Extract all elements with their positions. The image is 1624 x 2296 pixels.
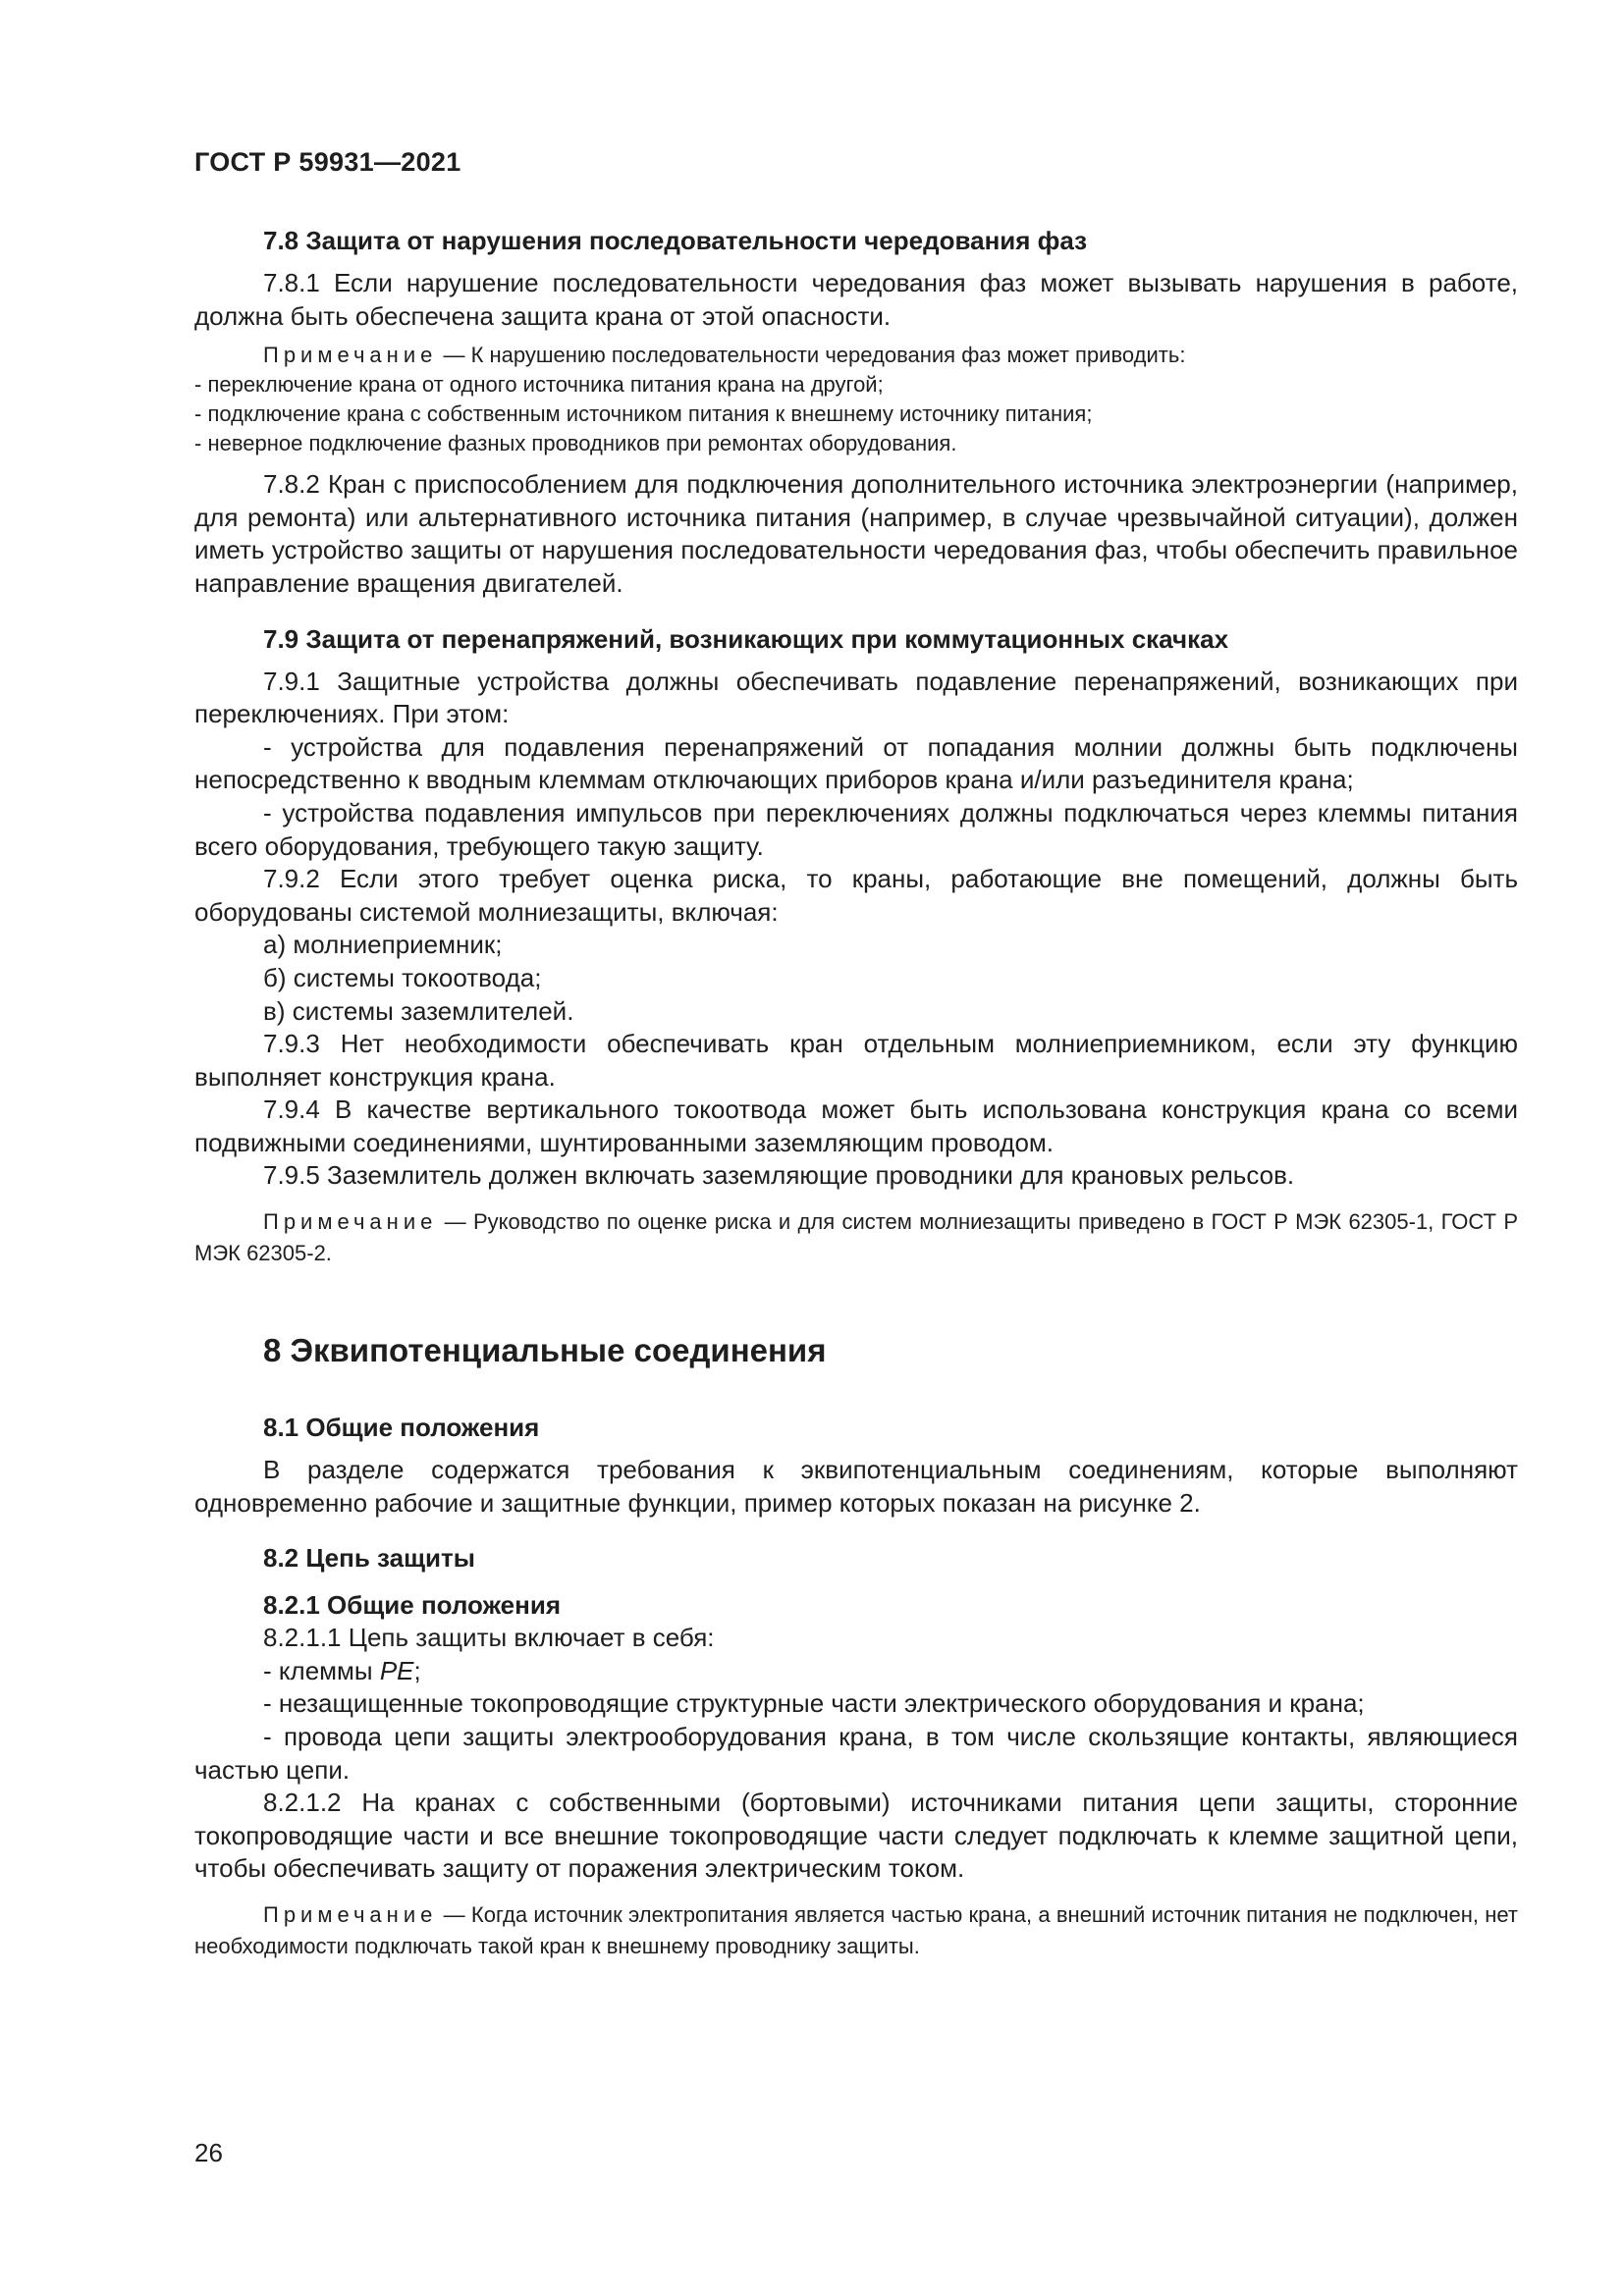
list-item: - устройства подавления импульсов при переключениях должны подключаться через клеммы питания всего оборудования, требующего такую защиту. — [194, 797, 1518, 861]
section-7-8-heading: 7.8 Защита от нарушения последовательности чередования фаз — [263, 226, 1088, 255]
document-header: ГОСТ Р 59931—2021 — [194, 147, 461, 177]
list-item: а) молниеприемник; — [263, 930, 503, 960]
note-item: - переключение крана от одного источника питания крана на другой; — [194, 372, 884, 398]
note-label: Примечание — [263, 1902, 438, 1927]
section-8-2-1-heading: 8.2.1 Общие положения — [263, 1590, 561, 1621]
note-label: Примечание — [263, 343, 438, 368]
note-intro-line — [194, 341, 1518, 370]
list-item-prefix: - клеммы — [263, 1655, 380, 1685]
section-7-9-heading: 7.9 Защита от перенапряжений, возникающих при коммутационных скачках — [263, 623, 1229, 654]
paragraph-7-9-5: 7.9.5 Заземлитель должен включать заземляющие проводники для крановых рельсов. — [263, 1160, 1295, 1191]
page-number: 26 — [194, 2138, 223, 2167]
paragraph-7-8-1: 7.8.1 Если нарушение последовательности чередования фаз может вызывать нарушения в работе, должна быть обеспечена защита крана от этой опасности. — [194, 268, 1518, 331]
paragraph-7-9-4: 7.9.4 В качестве вертикального токоотвода может быть использована конструкция крана со всеми подвижными соединениями, шунтированными заземляющим проводом. — [194, 1095, 1518, 1157]
note-7-8 — [194, 341, 1518, 458]
section-8-heading: 8 Эквипотенциальные соединения — [263, 1332, 827, 1369]
note-text: — Руководство по оценке риска и для систем молниезащиты приведено в ГОСТ Р МЭК 62305-1, ГОСТ Р МЭК 62305-2. — [194, 1209, 1518, 1266]
paragraph-7-8-2: 7.8.2 Кран с приспособлением для подключения дополнительного источника электроэнергии (например, для ремонта) или альтернативного источника питания (например, в случае чрезвычайной ситуации), должен иметь устройство защиты от нарушения последовательности чередования фаз, чтобы обеспечить правильное направление вращения двигателей. — [194, 469, 1518, 598]
list-item: - провода цепи защиты электрооборудования крана, в том числе скользящие контакты, являющиеся частью цепи. — [194, 1722, 1518, 1785]
list-item-suffix: ; — [413, 1655, 421, 1685]
paragraph-7-9-1: 7.9.1 Защитные устройства должны обеспечивать подавление перенапряжений, возникающих при переключениях. При этом: — [194, 666, 1518, 729]
note-8-2 — [194, 1899, 1518, 1962]
page-content — [194, 224, 1518, 1972]
section-8-1-heading: 8.1 Общие положения — [263, 1413, 540, 1443]
section-8-2-heading: 8.2 Цепь защиты — [263, 1543, 475, 1574]
list-item — [194, 1655, 1518, 1688]
note-intro: — К нарушению последовательности чередования фаз может приводить: — [443, 343, 1186, 368]
list-item: в) системы заземлителей. — [263, 995, 574, 1026]
paragraph-7-9-2: 7.9.2 Если этого требует оценка риска, то краны, работающие вне помещений, должны быть оборудованы системой молниезащиты, включая: — [194, 864, 1518, 927]
note-item: - подключение крана с собственным источником питания к внешнему источнику питания; — [194, 401, 1093, 427]
paragraph-8-1: В разделе содержатся требования к эквипотенциальным соединениям, которые выполняют одновременно рабочие и защитные функции, пример которых показан на рисунке 2. — [194, 1455, 1518, 1518]
pe-term: PE — [379, 1655, 414, 1685]
list-item: б) системы токоотвода; — [263, 962, 542, 992]
note-text: — Когда источник электропитания является частью крана, а внешний источник питания не подключен, нет необходимости подключать такой кран к внешнему проводнику защиты. — [194, 1902, 1518, 1958]
note-7-9 — [194, 1206, 1518, 1269]
note-item: - неверное подключение фазных проводников при ремонтах оборудования. — [194, 431, 957, 456]
list-item: - устройства для подавления перенапряжений от попадания молнии должны быть подключены непосредственно к вводным клеммам отключающих приборов крана и/или разъединителя крана; — [194, 731, 1518, 795]
paragraph-8-2-1-1: 8.2.1.1 Цепь защиты включает в себя: — [263, 1623, 715, 1653]
list-item: - незащищенные токопроводящие структурные части электрического оборудования и крана; — [263, 1688, 1365, 1719]
paragraph-8-2-1-2: 8.2.1.2 На кранах с собственными (бортовыми) источниками питания цепи защиты, сторонние токопроводящие части и все внешние токопроводящие части следует подключать к клемме защитной цепи, чтобы обеспечивать защиту от поражения электрическим током. — [194, 1788, 1518, 1884]
paragraph-7-9-3: 7.9.3 Нет необходимости обеспечивать кран отдельным молниеприемником, если эту функцию выполняет конструкция крана. — [194, 1029, 1518, 1092]
note-label: Примечание — [263, 1209, 438, 1235]
